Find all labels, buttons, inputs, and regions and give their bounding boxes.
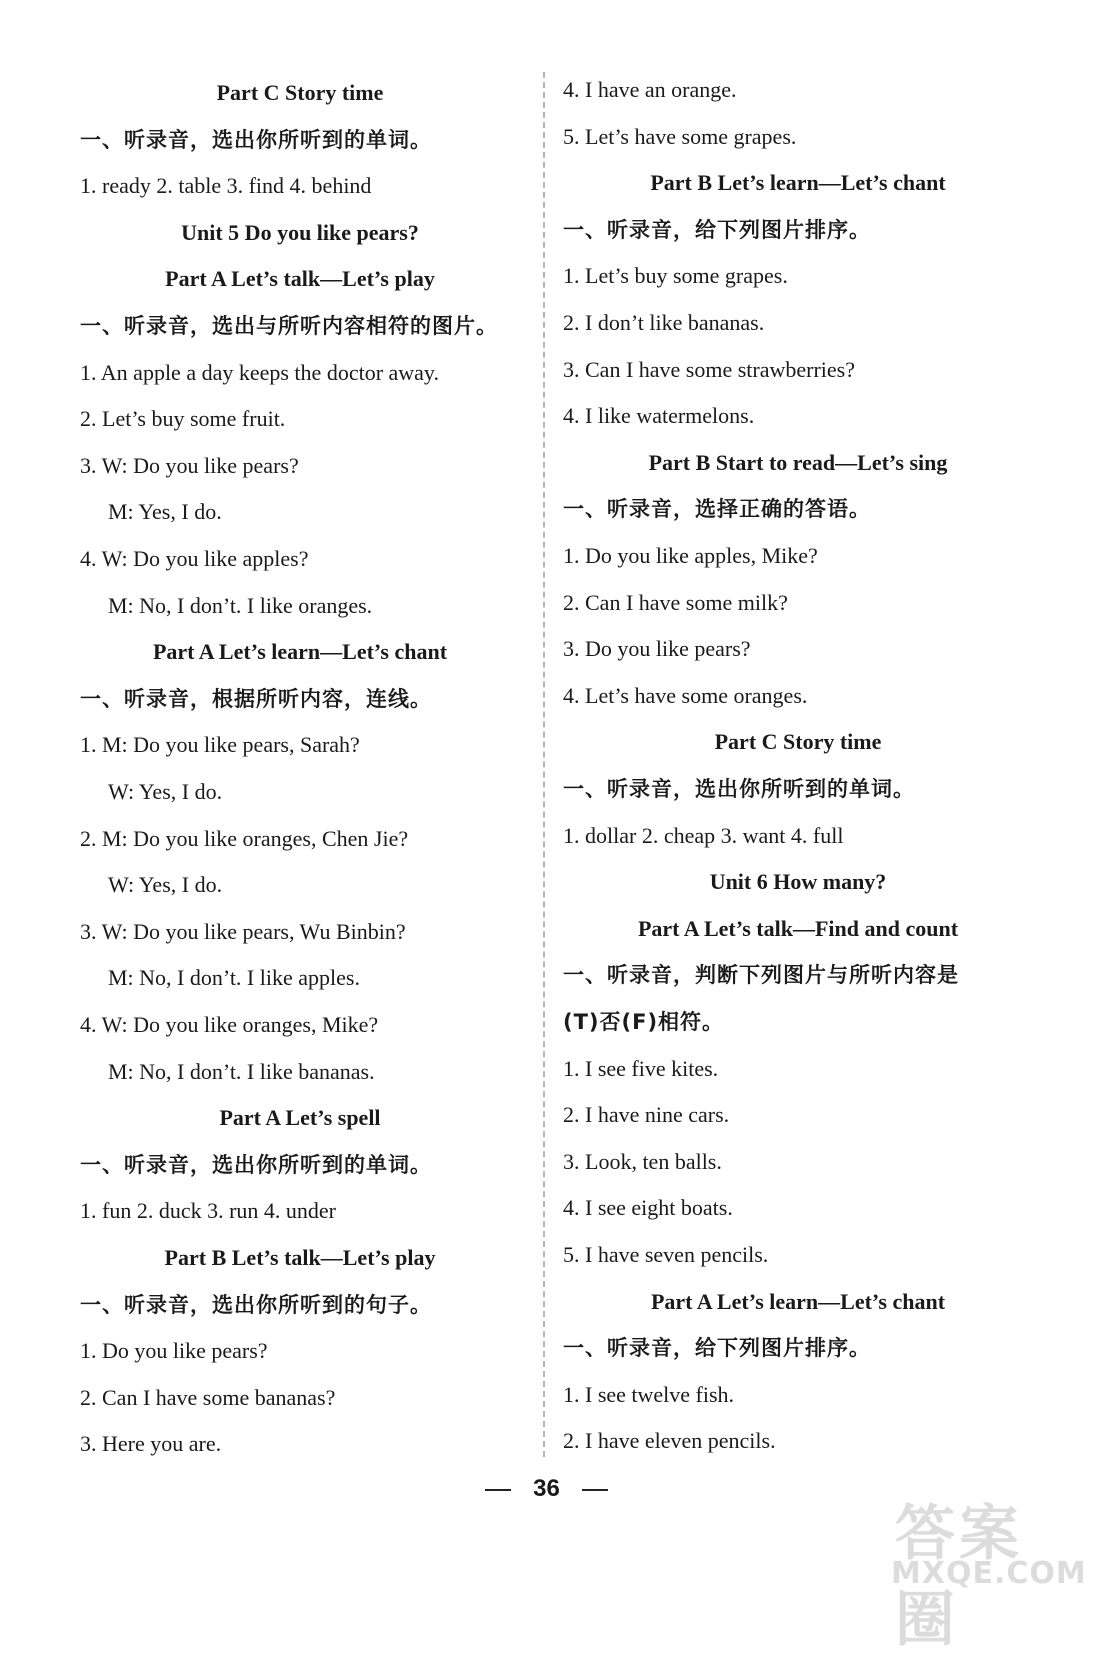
- instruction-text: 一、听录音，根据所听内容，连线。: [80, 686, 432, 711]
- section-heading: Part A Let’s talk—Find and count: [637, 915, 959, 941]
- transcript-line: M: No, I don’t. I like oranges.: [108, 592, 373, 618]
- section-heading: Part A Let’s learn—Let’s chant: [152, 639, 448, 665]
- transcript-line: 1. fun 2. duck 3. run 4. under: [80, 1198, 337, 1224]
- section-heading: Part C Story time: [714, 729, 882, 755]
- transcript-line: 2. I have nine cars.: [563, 1102, 730, 1128]
- instruction-text: 一、听录音，选择正确的答语。: [563, 497, 871, 522]
- transcript-line: 4. I have an orange.: [563, 77, 737, 102]
- instruction-text: 一、听录音，给下列图片排序。: [563, 217, 871, 242]
- instruction-text: 一、听录音，判断下列图片与所听内容是: [563, 963, 959, 988]
- transcript-line: 1. I see five kites.: [563, 1055, 719, 1081]
- section-heading: Part B Let’s learn—Let’s chant: [650, 170, 946, 196]
- section-heading: Unit 5 Do you like pears?: [181, 219, 419, 245]
- transcript-line: 2. Let’s buy some fruit.: [80, 406, 286, 432]
- transcript-line: 1. Let’s buy some grapes.: [563, 263, 788, 289]
- transcript-line: 2. Can I have some milk?: [563, 589, 788, 615]
- transcript-line: 4. Let’s have some oranges.: [563, 682, 808, 708]
- instruction-text: 一、听录音，选出你所听到的单词。: [80, 127, 432, 152]
- section-heading: Part A Let’s spell: [219, 1105, 381, 1131]
- transcript-line: 3. W: Do you like pears, Wu Binbin?: [80, 918, 406, 944]
- transcript-line: 2. Can I have some bananas?: [80, 1384, 336, 1410]
- transcript-line: 1. dollar 2. cheap 3. want 4. full: [563, 822, 844, 848]
- section-heading: Part A Let’s learn—Let’s chant: [650, 1288, 946, 1314]
- transcript-line: 2. I have eleven pencils.: [563, 1428, 776, 1454]
- section-heading: Part A Let’s talk—Let’s play: [165, 266, 435, 292]
- page-number: 36: [533, 1475, 560, 1502]
- transcript-line: 3. Do you like pears?: [563, 636, 751, 662]
- transcript-line: 5. I have seven pencils.: [563, 1242, 769, 1267]
- transcript-line: 4. I see eight boats.: [563, 1195, 733, 1221]
- transcript-line: W: Yes, I do.: [108, 872, 223, 898]
- transcript-line: M: No, I don’t. I like bananas.: [108, 1058, 375, 1084]
- transcript-line: 2. I don’t like bananas.: [563, 310, 765, 335]
- watermark-cn: 答案圈: [895, 1499, 1023, 1655]
- transcript-line: 1. I see twelve fish.: [563, 1381, 735, 1407]
- transcript-line: 1. M: Do you like pears, Sarah?: [80, 732, 360, 758]
- transcript-line: 1. An apple a day keeps the doctor away.: [80, 359, 440, 385]
- transcript-line: W: Yes, I do.: [108, 779, 223, 804]
- column-divider: [543, 72, 545, 1457]
- transcript-line: 4. I like watermelons.: [563, 403, 755, 429]
- section-heading: Part B Let’s talk—Let’s play: [164, 1245, 436, 1270]
- section-heading: Part C Story time: [216, 80, 384, 105]
- instruction-text: (T)否(F)相符。: [563, 1010, 725, 1034]
- instruction-text: 一、听录音，选出你所听到的句子。: [80, 1292, 432, 1317]
- transcript-line: 4. W: Do you like oranges, Mike?: [80, 1012, 379, 1037]
- transcript-line: 4. W: Do you like apples?: [80, 546, 309, 571]
- instruction-text: 一、听录音，选出你所听到的单词。: [563, 777, 915, 801]
- transcript-line: 2. M: Do you like oranges, Chen Jie?: [80, 825, 409, 851]
- section-heading: Part B Start to read—Let’s sing: [648, 449, 948, 475]
- transcript-line: M: Yes, I do.: [108, 499, 222, 525]
- instruction-text: 一、听录音，选出与所听内容相符的图片。: [80, 314, 498, 338]
- instruction-text: 一、听录音，选出你所听到的单词。: [80, 1152, 432, 1177]
- transcript-line: M: No, I don’t. I like apples.: [108, 965, 360, 991]
- transcript-line: 3. Here you are.: [80, 1431, 222, 1457]
- transcript-line: 5. Let’s have some grapes.: [563, 123, 797, 149]
- instruction-text: 一、听录音，给下列图片排序。: [563, 1336, 871, 1361]
- transcript-line: 1. Do you like pears?: [80, 1338, 268, 1364]
- section-heading: Unit 6 How many?: [709, 869, 887, 895]
- transcript-line: 3. Can I have some strawberries?: [563, 356, 856, 382]
- transcript-line: 1. Do you like apples, Mike?: [563, 543, 818, 568]
- watermark-logo: [885, 1484, 1087, 1655]
- transcript-line: 3. Look, ten balls.: [563, 1148, 722, 1174]
- watermark-en: MXQE.COM: [891, 1556, 1087, 1591]
- transcript-line: 1. ready 2. table 3. find 4. behind: [80, 173, 372, 199]
- transcript-line: 3. W: Do you like pears?: [80, 452, 299, 478]
